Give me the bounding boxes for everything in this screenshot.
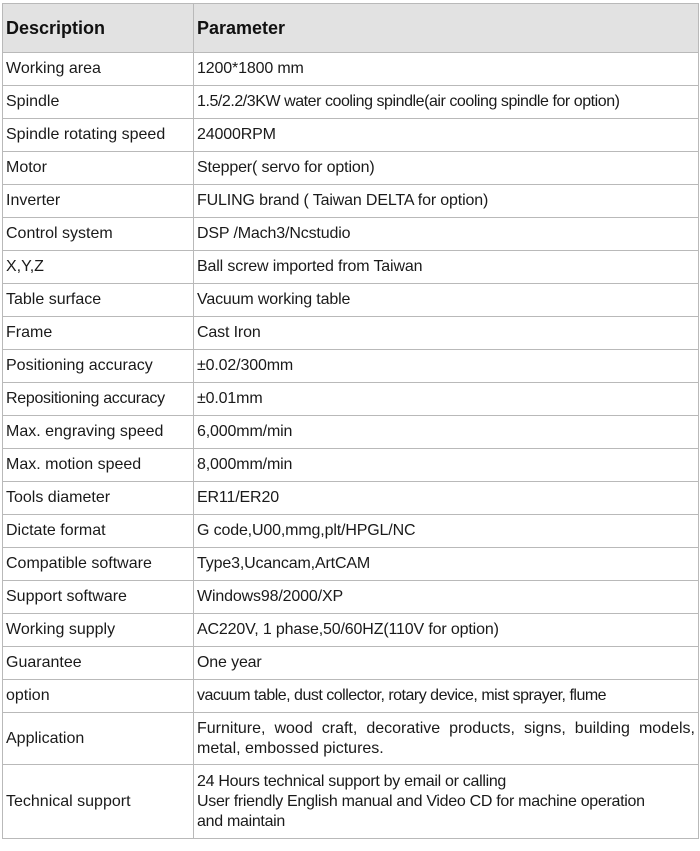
specification-table	[2, 3, 699, 839]
row-value: 1.5/2.2/3KW water cooling spindle(air cooling spindle for option)	[194, 86, 699, 119]
table-row	[3, 218, 699, 251]
row-label: Positioning accuracy	[3, 350, 194, 383]
row-value	[194, 765, 699, 839]
row-label: Max. engraving speed	[3, 416, 194, 449]
table-row	[3, 765, 699, 839]
row-label: Technical support	[3, 765, 194, 839]
row-label: Motor	[3, 152, 194, 185]
row-label: Frame	[3, 317, 194, 350]
header-parameter: Parameter	[194, 4, 699, 53]
table-row	[3, 515, 699, 548]
row-label: Tools diameter	[3, 482, 194, 515]
row-label: Working supply	[3, 614, 194, 647]
table-row	[3, 86, 699, 119]
row-label: Guarantee	[3, 647, 194, 680]
row-value: 8,000mm/min	[194, 449, 699, 482]
table-row	[3, 119, 699, 152]
row-value: Stepper( servo for option)	[194, 152, 699, 185]
support-line: 24 Hours technical support by email or calling	[197, 772, 507, 790]
row-label: Working area	[3, 53, 194, 86]
row-value: vacuum table, dust collector, rotary device, mist sprayer, flume	[194, 680, 699, 713]
support-line: and maintain	[197, 812, 286, 830]
row-value: Windows98/2000/XP	[194, 581, 699, 614]
row-value: AC220V, 1 phase,50/60HZ(110V for option)	[194, 614, 699, 647]
row-label: Spindle rotating speed	[3, 119, 194, 152]
row-label: Support software	[3, 581, 194, 614]
table-row	[3, 647, 699, 680]
table-row	[3, 416, 699, 449]
row-label: Table surface	[3, 284, 194, 317]
row-label: Max. motion speed	[3, 449, 194, 482]
row-label: option	[3, 680, 194, 713]
row-label: Compatible software	[3, 548, 194, 581]
row-value: ER11/ER20	[194, 482, 699, 515]
row-value: FULING brand ( Taiwan DELTA for option)	[194, 185, 699, 218]
row-value: Vacuum working table	[194, 284, 699, 317]
table-row	[3, 185, 699, 218]
table-row	[3, 581, 699, 614]
table-row	[3, 317, 699, 350]
support-line: User friendly English manual and Video CD for machine operation	[197, 792, 645, 810]
row-value: 6,000mm/min	[194, 416, 699, 449]
table-row	[3, 383, 699, 416]
row-label: Control system	[3, 218, 194, 251]
table-row	[3, 713, 699, 765]
row-label: Dictate format	[3, 515, 194, 548]
table-row	[3, 284, 699, 317]
row-value: 24000RPM	[194, 119, 699, 152]
row-value: G code,U00,mmg,plt/HPGL/NC	[194, 515, 699, 548]
row-value: DSP /Mach3/Ncstudio	[194, 218, 699, 251]
table-row	[3, 53, 699, 86]
table-row	[3, 152, 699, 185]
row-label: Spindle	[3, 86, 194, 119]
table-row	[3, 614, 699, 647]
row-value: One year	[194, 647, 699, 680]
table-row	[3, 680, 699, 713]
table-row	[3, 482, 699, 515]
row-value: Cast Iron	[194, 317, 699, 350]
table-header-row	[3, 4, 699, 53]
table-row	[3, 251, 699, 284]
row-label: Application	[3, 713, 194, 765]
row-value: Furniture, wood craft, decorative products, signs, building models, metal, embossed pictures.	[194, 713, 699, 765]
header-description: Description	[3, 4, 194, 53]
row-value: ±0.02/300mm	[194, 350, 699, 383]
table-row	[3, 548, 699, 581]
table-row	[3, 449, 699, 482]
row-value: 1200*1800 mm	[194, 53, 699, 86]
row-value: Ball screw imported from Taiwan	[194, 251, 699, 284]
table-row	[3, 350, 699, 383]
row-label: Repositioning accuracy	[3, 383, 194, 416]
row-value: ±0.01mm	[194, 383, 699, 416]
row-value: Type3,Ucancam,ArtCAM	[194, 548, 699, 581]
row-label: X,Y,Z	[3, 251, 194, 284]
row-label: Inverter	[3, 185, 194, 218]
